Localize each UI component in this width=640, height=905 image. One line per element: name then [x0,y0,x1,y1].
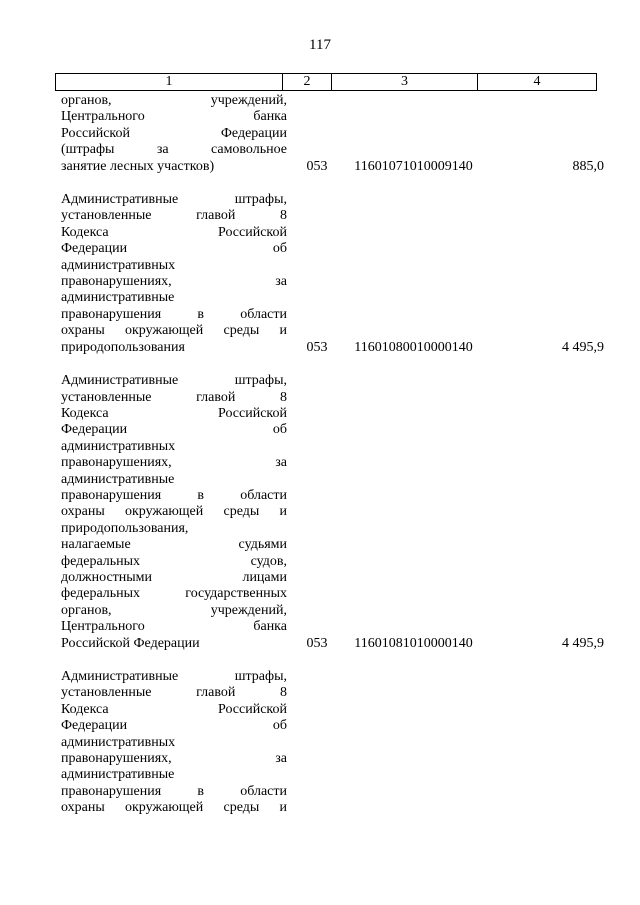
description-line: Кодекса Российской [61,405,287,421]
amount-cell: 4 495,9 [562,339,604,355]
column-header-2: 2 [283,74,332,91]
description-line: административных [61,734,176,750]
description-line: административных [61,438,176,454]
table-row [55,669,606,834]
description-line: охраны окружающей среды и [61,323,287,339]
description-line: установленные главой 8 [61,389,287,405]
table-row [55,93,606,192]
table-row [55,192,606,373]
description-line: административные [61,767,175,783]
column-header-row [55,73,597,91]
description-line: правонарушения в области [61,783,287,799]
column-header-3: 3 [332,74,478,91]
admin-code-cell: 053 [306,339,328,355]
admin-code-cell [293,669,341,834]
description-line: занятие лесных участков) [61,158,215,174]
description-line: природопользования, [61,520,189,536]
description-line: федеральных судов, [61,553,287,569]
description-line: правонарушения в области [61,306,287,322]
description-line: Административные штрафы, [61,669,287,684]
table-row [55,373,606,669]
description-line: установленные главой 8 [61,208,287,224]
description-line: природопользования [61,339,185,355]
description-line: должностными лицами [61,569,287,585]
column-header-1: 1 [56,74,283,91]
budget-code-cell: 11601071010009140 [354,158,473,174]
description-line: Административные штрафы, [61,192,287,208]
admin-code-cell: 053 [306,635,328,651]
description-line: Кодекса Российской [61,224,287,240]
description-line: органов, учреждений, [61,93,287,108]
budget-code-cell [341,669,486,834]
row-description [55,93,293,192]
description-line: Российской Федерации [61,635,200,651]
page-number: 117 [309,37,331,53]
description-line: установленные главой 8 [61,685,287,701]
description-line: Российской Федерации [61,125,287,141]
description-line: административные [61,290,175,306]
amount-cell: 4 495,9 [562,635,604,651]
description-line: Административные штрафы, [61,373,287,389]
description-line: Центрального банка [61,619,287,635]
description-line: административных [61,257,176,273]
row-description [55,192,293,373]
description-line: Федерации об [61,241,287,257]
column-header-4: 4 [478,74,597,91]
description-line: правонарушениях, за [61,751,287,767]
admin-code-cell: 053 [306,158,328,174]
description-line: Центрального банка [61,109,287,125]
description-line: налагаемые судьями [61,537,287,553]
description-line: правонарушениях, за [61,455,287,471]
description-line: правонарушения в области [61,487,287,503]
description-line: Кодекса Российской [61,701,287,717]
description-line: федеральных государственных [61,586,287,602]
budget-code-cell: 11601081010000140 [354,635,473,651]
description-line: (штрафы за самовольное [61,142,287,158]
description-line: Федерации об [61,422,287,438]
row-description [55,669,293,834]
description-line: охраны окружающей среды и [61,800,287,816]
description-line: охраны окружающей среды и [61,504,287,520]
row-description [55,373,293,669]
budget-code-cell: 11601080010000140 [354,339,473,355]
description-line: правонарушениях, за [61,274,287,290]
budget-table [55,93,606,834]
description-line: Федерации об [61,718,287,734]
amount-cell: 885,0 [572,158,604,174]
amount-cell [486,669,606,834]
description-line: органов, учреждений, [61,602,287,618]
description-line: административные [61,471,175,487]
